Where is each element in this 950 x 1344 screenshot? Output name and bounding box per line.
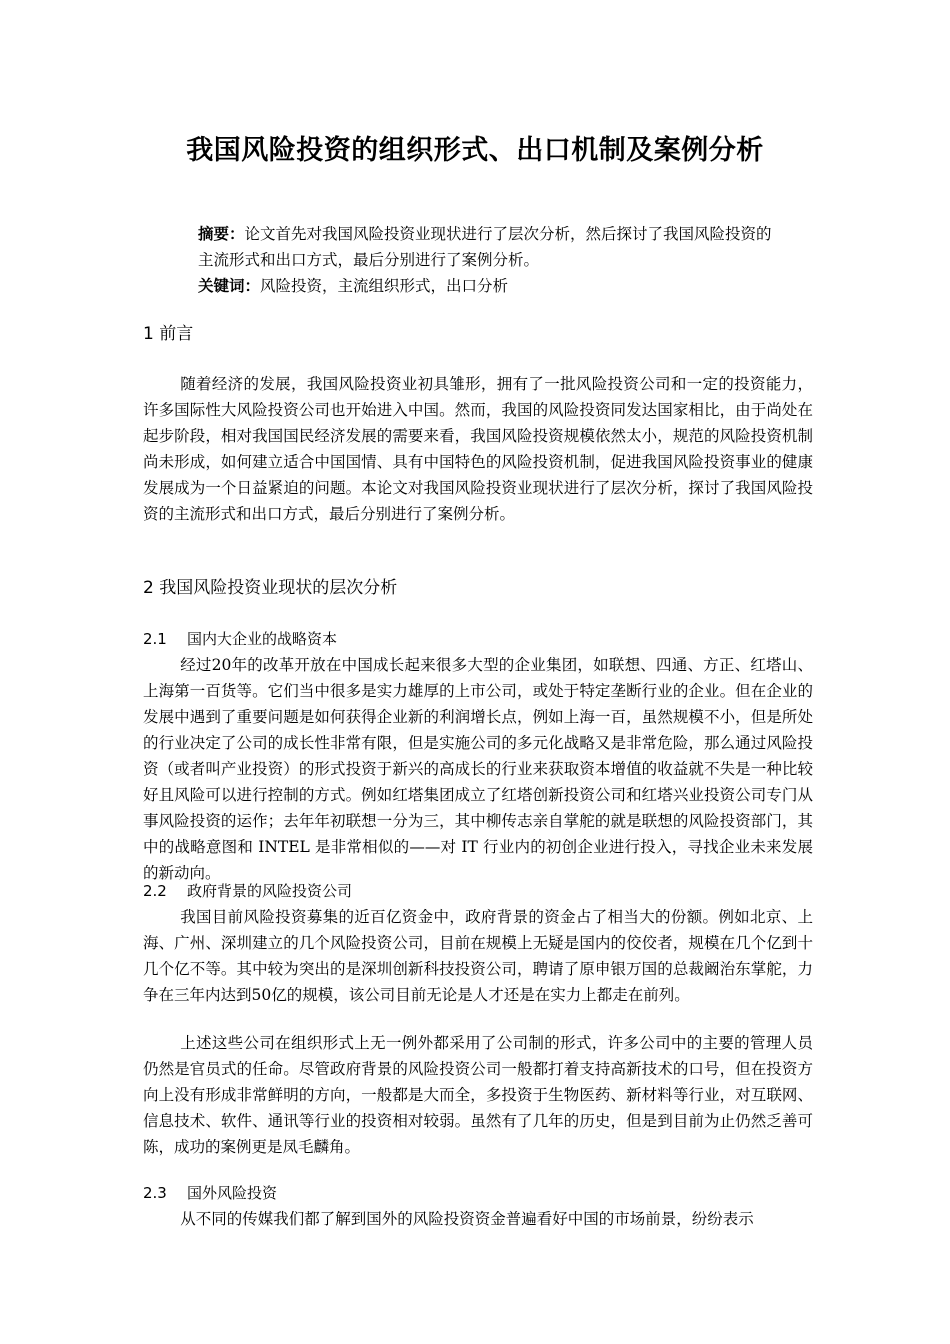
keywords-label: 关键词： — [198, 277, 261, 295]
paper-title: 我国风险投资的组织形式、出口机制及案例分析 — [186, 135, 764, 166]
subsection-2-1-title: 国内大企业的战略资本 — [187, 630, 338, 648]
keywords-text: 风险投资，主流组织形式，出口分析 — [260, 277, 509, 295]
subsection-2-3-heading — [143, 1180, 277, 1206]
keywords-paragraph — [198, 273, 778, 299]
subsection-2-2-paragraph-2: 上述这些公司在组织形式上无一例外都采用了公司制的形式，许多公司中的主要的管理人员仍然是官员式的任命。尽管政府背景的风险投资公司一般都打着支持高新技术的口号，但在投资方向上没有形成非常鲜明的方向，一般都是大而全，多投资于生物医药、新材料等行业，对互联网、信息技术、软件、通讯等行业的投资相对较弱。虽然有了几年的历史，但是到目前为止仍然乏善可陈，成功的案例更是凤毛麟角。 — [143, 1034, 813, 1156]
abstract-block — [198, 221, 778, 299]
section-2-heading: 2 我国风险投资业现状的层次分析 — [143, 578, 398, 598]
subsection-2-3-title: 国外风险投资 — [187, 1184, 278, 1202]
section-1-paragraph: 随着经济的发展，我国风险投资业初具雏形，拥有了一批风险投资公司和一定的投资能力，许多国际性大风险投资公司也开始进入中国。然而，我国的风险投资同发达国家相比，由于尚处在起步阶段，相对我国国民经济发展的需要来看，我国风险投资规模依然太小，规范的风险投资机制尚未形成，如何建立适合中国国情、具有中国特色的风险投资机制，促进我国风险投资事业的健康发展成为一个日益紧迫的问题。本论文对我国风险投资业现状进行了层次分析，探讨了我国风险投资的主流形式和出口方式，最后分别进行了案例分析。 — [143, 375, 813, 523]
subsection-2-2-title: 政府背景的风险投资公司 — [187, 882, 353, 900]
section-1-heading: 1 前言 — [143, 324, 194, 344]
abstract-label: 摘要： — [198, 225, 245, 243]
subsection-2-2-paragraph-1: 我国目前风险投资募集的近百亿资金中，政府背景的资金占了相当大的份额。例如北京、上海、广州、深圳建立的几个风险投资公司，目前在规模上无疑是国内的佼佼者，规模在几个亿到十几个亿不等。其中较为突出的是深圳创新科技投资公司，聘请了原申银万国的总裁阚治东掌舵，力争在三年内达到50亿的规模，该公司目前无论是人才还是在实力上都走在前列。 — [143, 908, 813, 1004]
subsection-2-2-heading — [143, 878, 352, 904]
subsection-2-1-paragraph: 经过20年的改革开放在中国成长起来很多大型的企业集团，如联想、四通、方正、红塔山、上海第一百货等。它们当中很多是实力雄厚的上市公司，或处于特定垄断行业的企业。但在企业的发展中遇到了重要问题是如何获得企业新的利润增长点，例如上海一百，虽然规模不小，但是所处的行业决定了公司的成长性非常有限，但是实施公司的多元化战略又是非常危险，那么通过风险投资（或者叫产业投资）的形式投资于新兴的高成长的行业来获取资本增值的收益就不失是一种比较好且风险可以进行控制的方式。例如红塔集团成立了红塔创新投资公司和红塔兴业投资公司专门从事风险投资的运作；去年年初联想一分为三，其中柳传志亲自掌舵的就是联想的风险投资部门，其中的战略意图和 INTEL 是非常相似的——对 IT 行业内的初创企业进行投入，寻找企业未来发展的新动向。 — [143, 656, 813, 882]
subsection-2-1-number: 2.1 — [143, 630, 167, 648]
abstract-text: 论文首先对我国风险投资业现状进行了层次分析，然后探讨了我国风险投资的主流形式和出口方式，最后分别进行了案例分析。 — [198, 225, 772, 269]
subsection-2-2-number: 2.2 — [143, 882, 167, 900]
subsection-2-3-paragraph: 从不同的传媒我们都了解到国外的风险投资资金普遍看好中国的市场前景，纷纷表示 — [180, 1210, 754, 1228]
abstract-paragraph — [198, 221, 778, 273]
subsection-2-1-heading — [143, 626, 337, 652]
subsection-2-3-number: 2.3 — [143, 1184, 167, 1202]
